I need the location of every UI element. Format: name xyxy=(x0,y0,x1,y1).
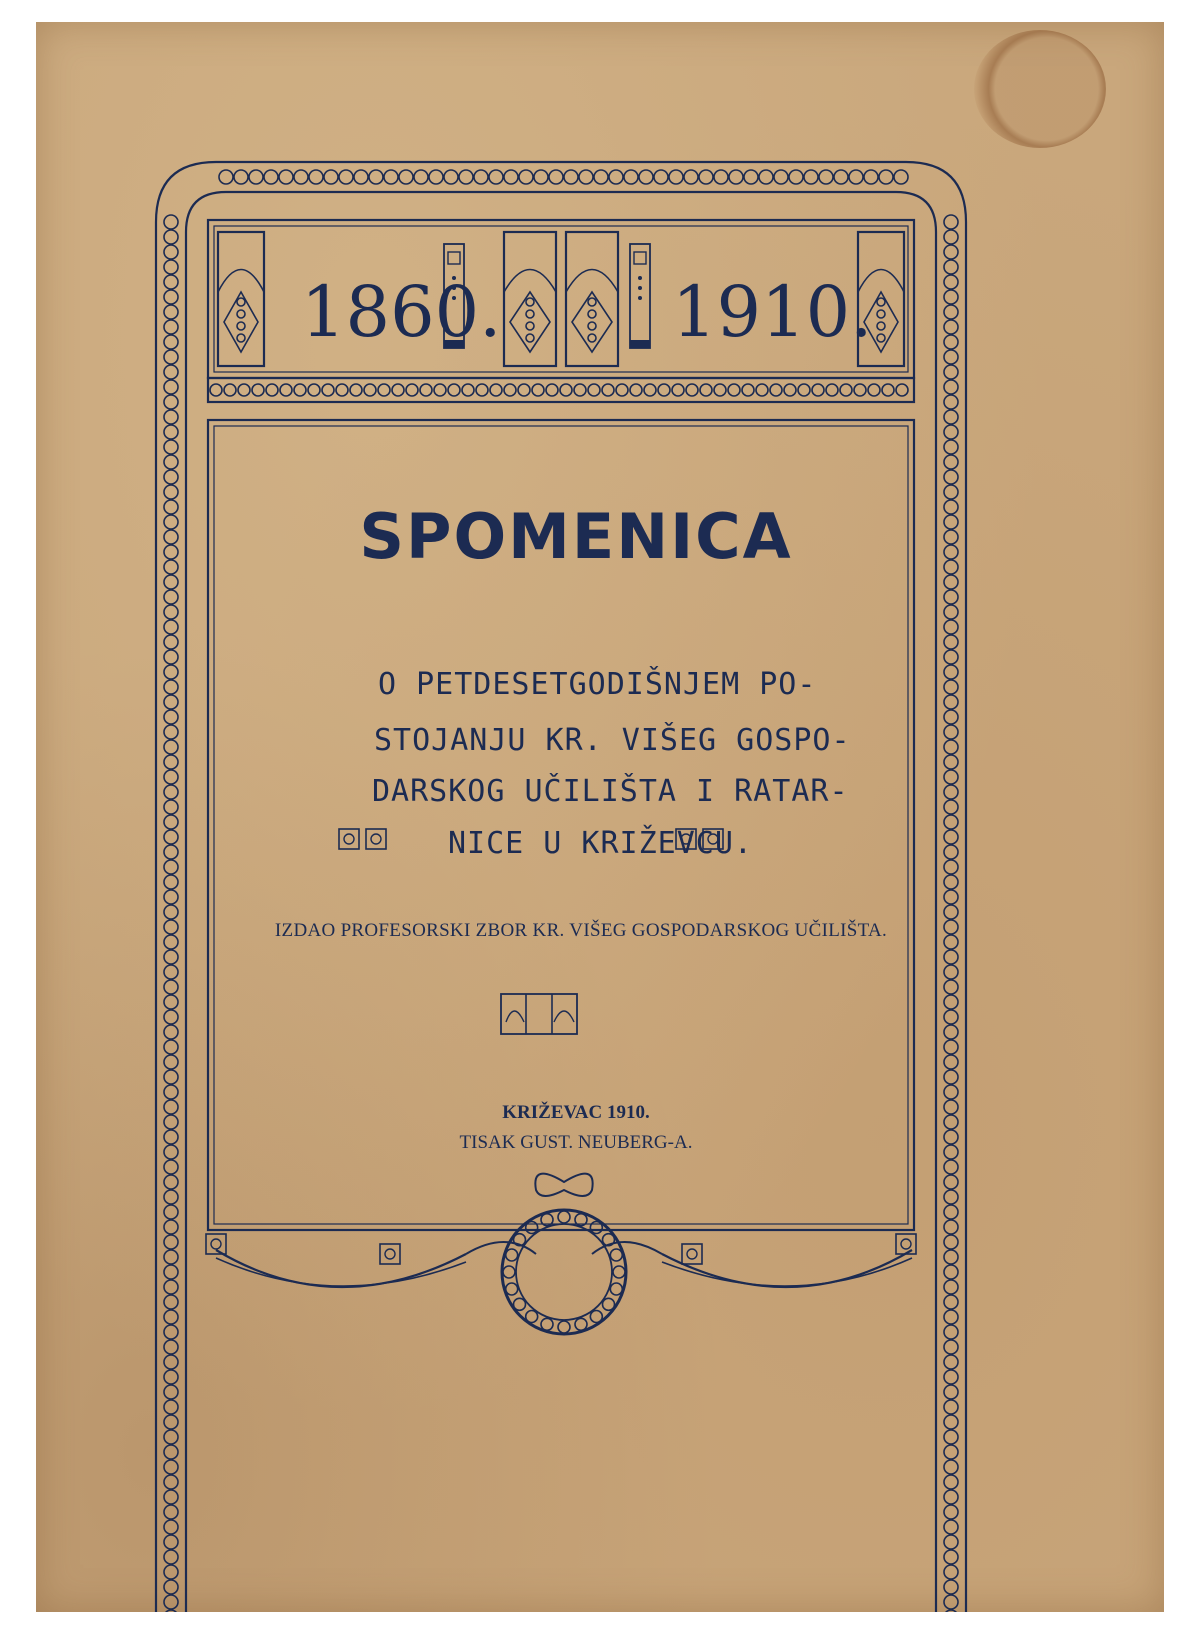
fan-motif-center-left xyxy=(504,232,556,366)
subtitle-line-1: O PETDESETGODIŠNJEM PO- xyxy=(378,667,817,702)
fruit-band xyxy=(208,378,914,402)
rosette-left xyxy=(380,1244,400,1264)
rosette-right xyxy=(682,1244,702,1264)
inner-border xyxy=(186,192,936,1612)
center-ornament xyxy=(501,994,577,1034)
subtitle-line-3: DARSKOG UČILIŠTA I RATAR- xyxy=(372,774,849,809)
tile-ornament xyxy=(339,829,359,849)
outer-border xyxy=(156,162,966,1612)
book-cover xyxy=(36,22,1164,1612)
bow-ornament xyxy=(535,1174,592,1196)
imprint-printer: TISAK GUST. NEUBERG-A. xyxy=(459,1132,693,1153)
ornamental-frame xyxy=(36,22,1164,1612)
garland-left xyxy=(216,1250,466,1287)
rosette-corner-right xyxy=(896,1234,916,1254)
imprint-place: KRIŽEVAC 1910. xyxy=(502,1102,650,1123)
garland-right xyxy=(662,1250,912,1287)
fan-motif-left xyxy=(218,232,264,366)
year-end: 1910. xyxy=(672,271,873,353)
publisher-line: IZDAO PROFESORSKI ZBOR KR. VIŠEG GOSPODARSKOG UČILIŠTA. xyxy=(274,920,888,941)
subtitle-line-2: STOJANJU KR. VIŠEG GOSPO- xyxy=(374,723,851,758)
wreath xyxy=(502,1210,626,1334)
book-title: SPOMENICA xyxy=(359,500,793,573)
year-start: 1860. xyxy=(301,271,502,353)
tile-ornament xyxy=(366,829,386,849)
fan-motif-center-right xyxy=(566,232,618,366)
subtitle-line-4: NICE U KRIŽEVCU. xyxy=(448,826,753,861)
